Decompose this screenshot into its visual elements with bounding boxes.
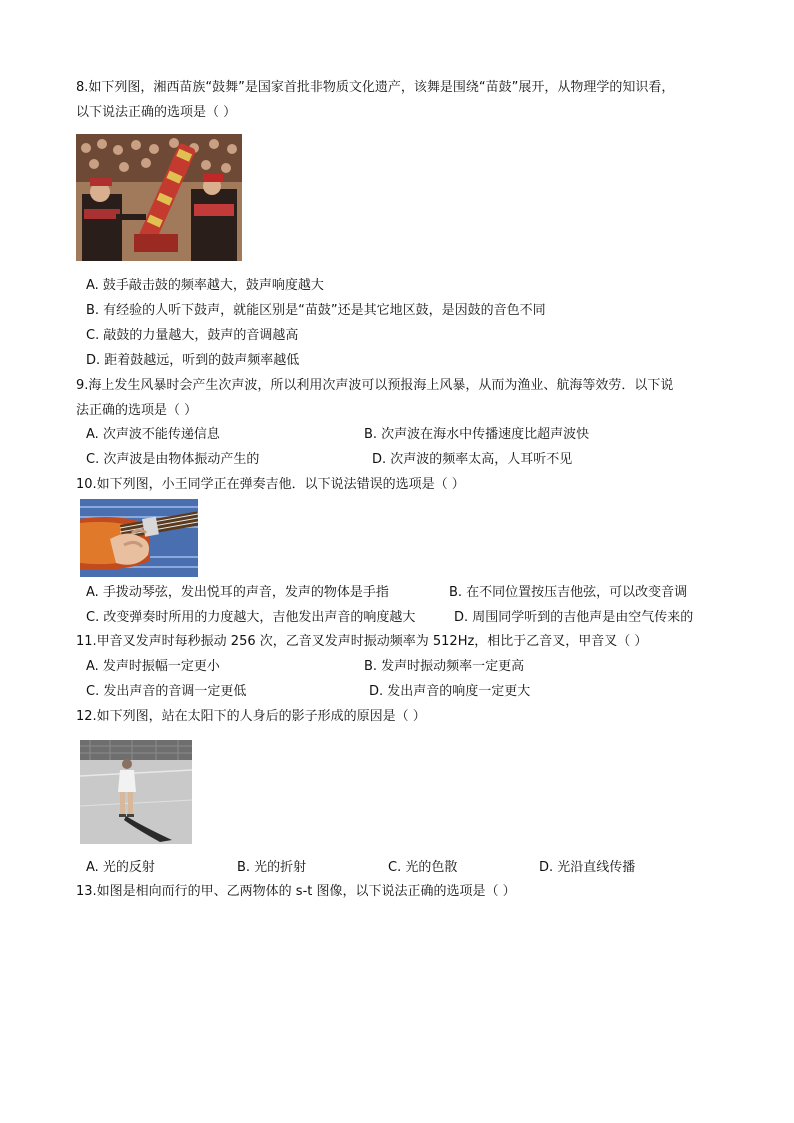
q12-stem: 12.如下列图，站在太阳下的人身后的影子形成的原因是（ ） — [76, 709, 426, 724]
q12-option-c: C. 光的色散 — [388, 860, 458, 875]
q8-option-a: A. 鼓手敲击鼓的频率越大，鼓声响度越大 — [86, 278, 324, 293]
q8-stem-line2: 以下说法正确的选项是（ ） — [76, 105, 237, 120]
q9-stem-line2: 法正确的选项是（ ） — [76, 403, 198, 418]
q11-stem: 11.甲音叉发声时每秒振动 256 次，乙音叉发声时振动频率为 512Hz，相比于乙音叉，甲音叉（ ） — [76, 634, 648, 649]
q10-option-a: A. 手拨动琴弦，发出悦耳的声音，发声的物体是手指 — [86, 585, 389, 600]
q11-option-c: C. 发出声音的音调一定更低 — [86, 684, 247, 699]
q8-stem-line1: 8.如下列图，湘西苗族“鼓舞”是国家首批非物质文化遗产，该舞是围绕“苗鼓”展开，从物理学的知识看， — [76, 80, 675, 95]
q9-stem-line1: 9.海上发生风暴时会产生次声波，所以利用次声波可以预报海上风暴，从而为渔业、航海等效劳．以下说 — [76, 378, 674, 393]
guitar-playing-photo — [80, 499, 198, 577]
q10-stem: 10.如下列图，小王同学正在弹奏吉他．以下说法错误的选项是（ ） — [76, 477, 465, 492]
q11-option-a: A. 发声时振幅一定更小 — [86, 659, 220, 674]
q10-option-b: B. 在不同位置按压吉他弦，可以改变音调 — [449, 585, 688, 600]
miao-drum-dance-photo — [76, 134, 242, 261]
q12-option-a: A. 光的反射 — [86, 860, 155, 875]
q9-option-a: A. 次声波不能传递信息 — [86, 427, 220, 442]
q11-option-b: B. 发声时振动频率一定更高 — [364, 659, 525, 674]
person-shadow-photo — [80, 740, 192, 844]
q9-option-d: D. 次声波的频率太高，人耳听不见 — [372, 452, 573, 467]
q11-option-d: D. 发出声音的响度一定更大 — [369, 684, 531, 699]
q12-option-d: D. 光沿直线传播 — [539, 860, 636, 875]
q13-stem: 13.如图是相向而行的甲、乙两物体的 s-t 图像，以下说法正确的选项是（ ） — [76, 884, 516, 899]
q10-option-c: C. 改变弹奏时所用的力度越大，吉他发出声音的响度越大 — [86, 610, 416, 625]
q8-option-c: C. 敲鼓的力量越大，鼓声的音调越高 — [86, 328, 299, 343]
q12-option-b: B. 光的折射 — [237, 860, 307, 875]
q8-option-d: D. 距着鼓越远，听到的鼓声频率越低 — [86, 353, 300, 368]
q9-option-b: B. 次声波在海水中传播速度比超声波快 — [364, 427, 590, 442]
q9-option-c: C. 次声波是由物体振动产生的 — [86, 452, 260, 467]
q8-option-b: B. 有经验的人听下鼓声，就能区别是“苗鼓”还是其它地区鼓，是因鼓的音色不同 — [86, 303, 546, 318]
q10-option-d: D. 周围同学听到的吉他声是由空气传来的 — [454, 610, 694, 625]
